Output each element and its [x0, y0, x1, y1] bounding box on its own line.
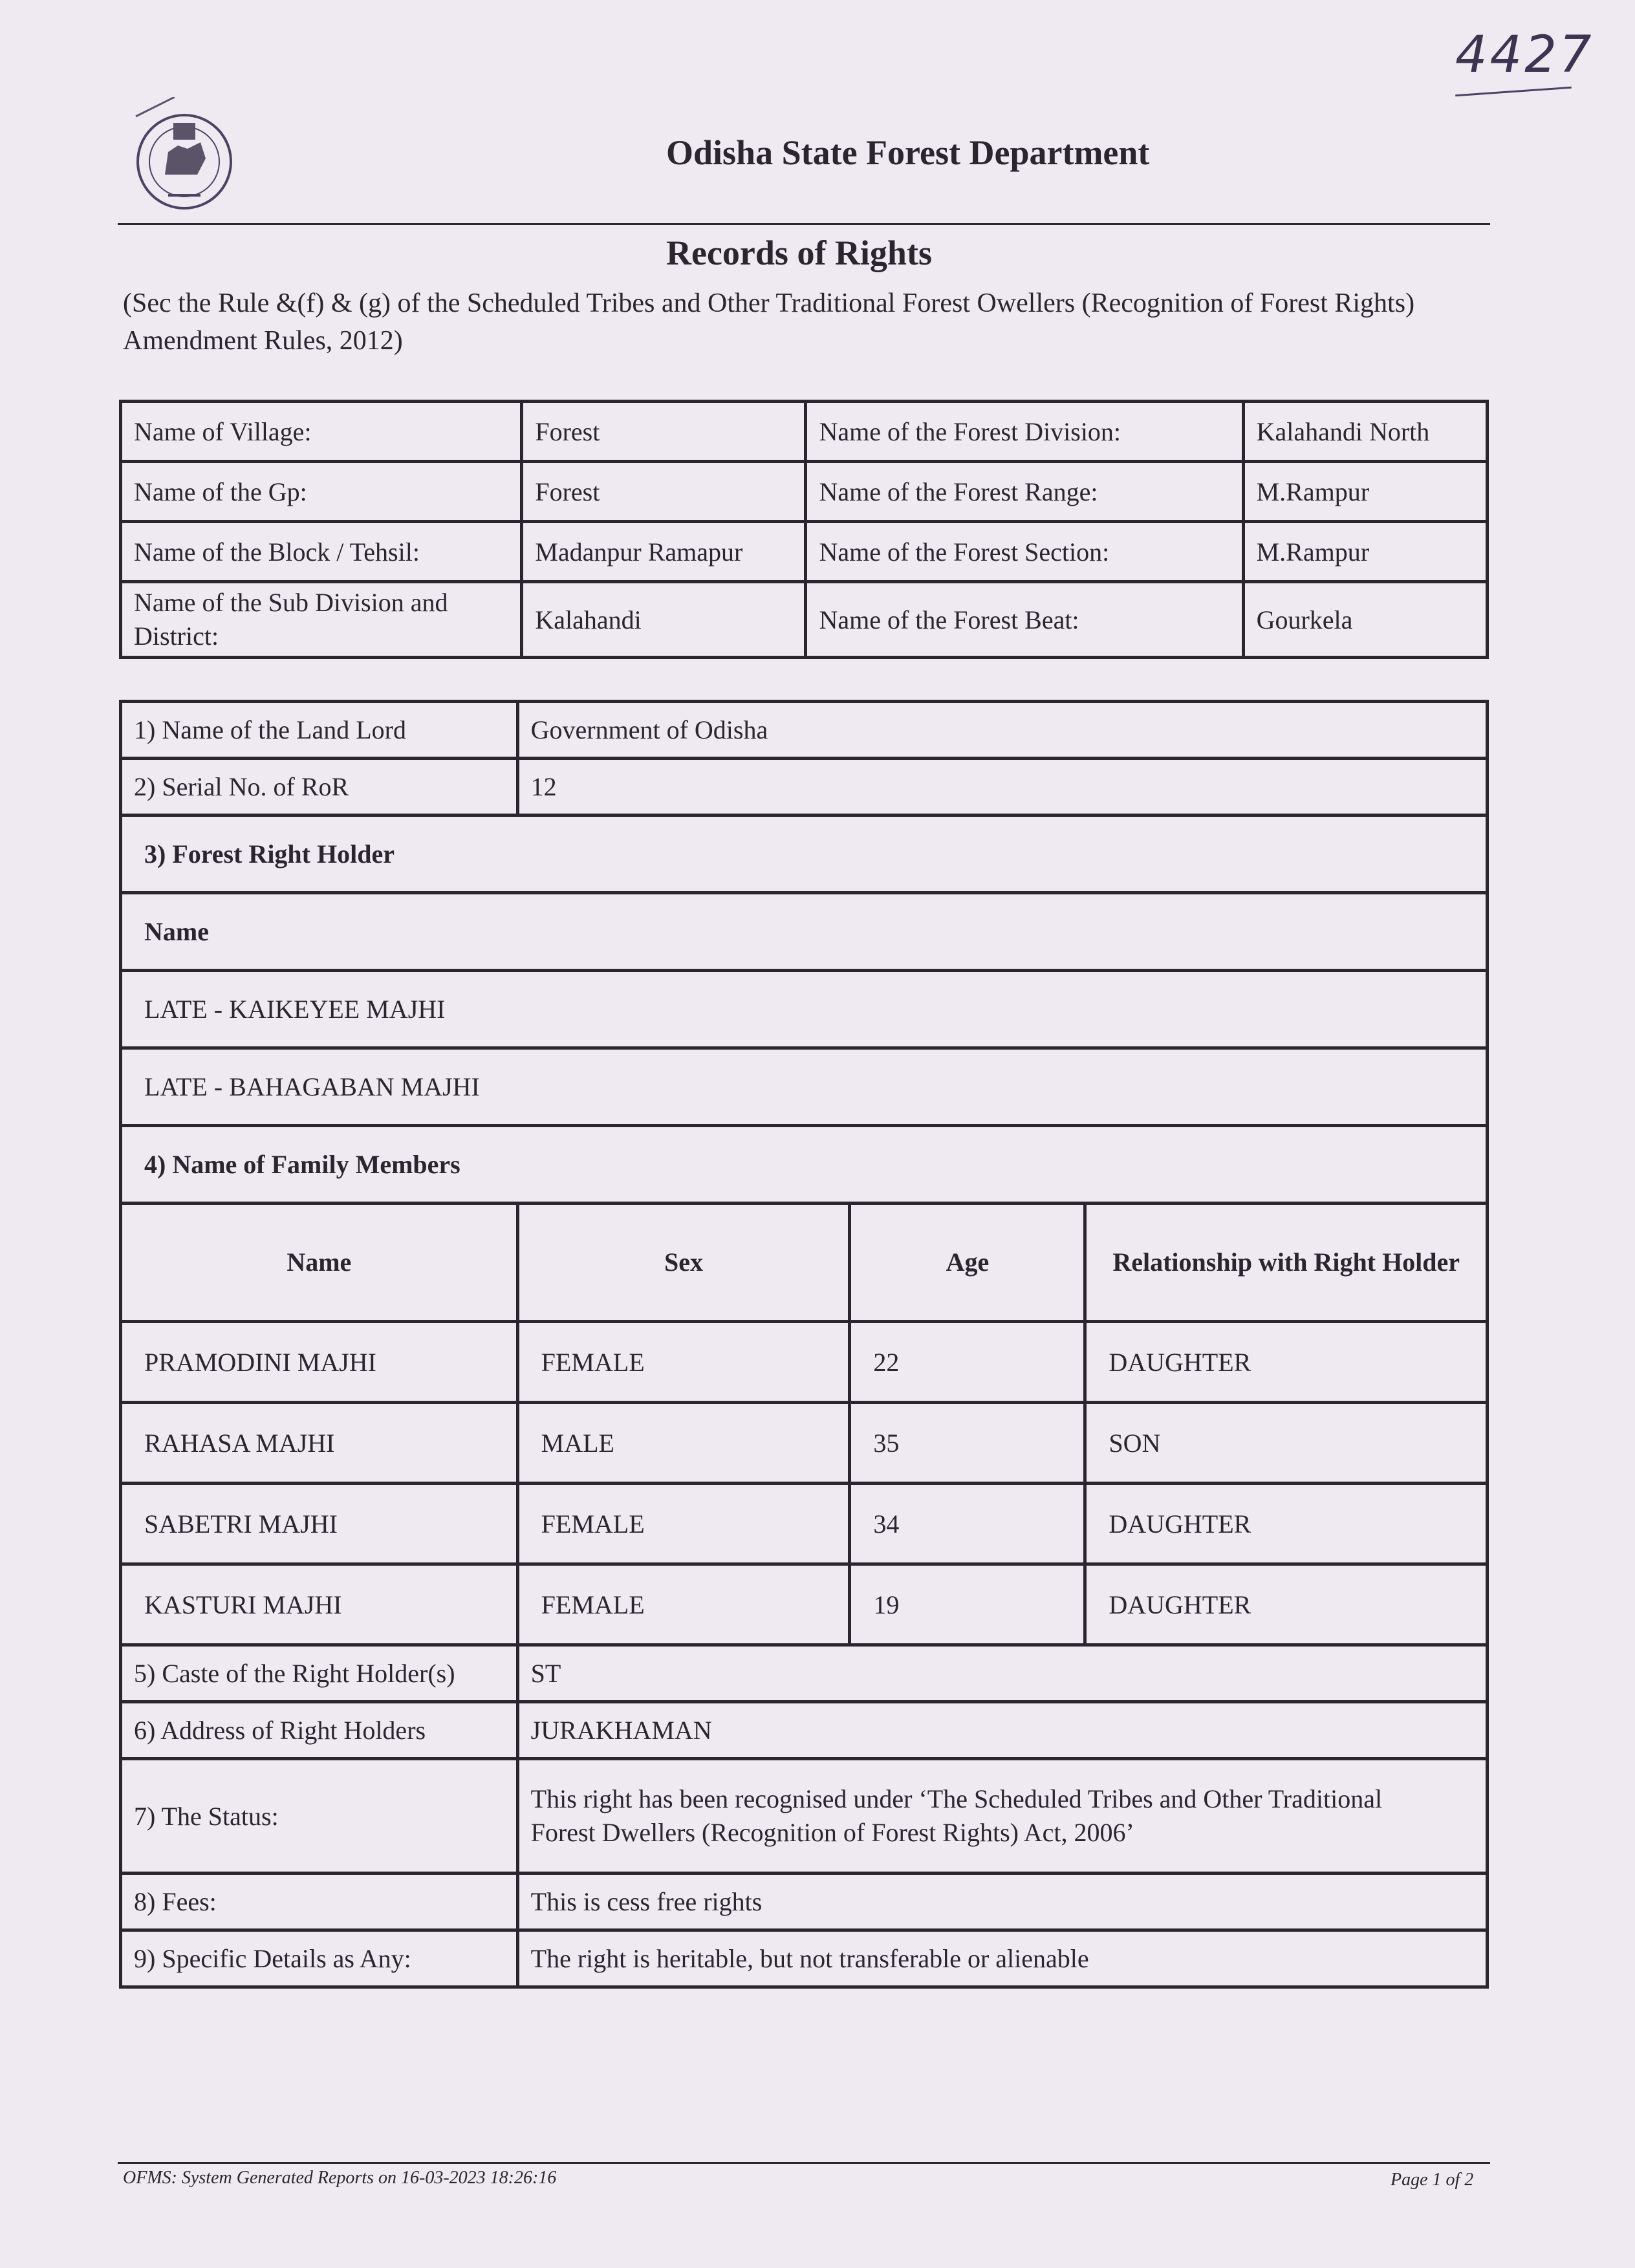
table-row	[121, 1322, 1488, 1403]
holder-name: LATE - KAIKEYEE MAJHI	[121, 971, 1488, 1048]
division-label: Name of the Forest Division:	[806, 402, 1243, 462]
document-subtitle: (Sec the Rule &(f) & (g) of the Scheduled Tribes and Other Traditional Forest Owellers (Recognition of Forest Rights) Amendment Rules, 2012)	[123, 288, 1415, 356]
family-age: 19	[850, 1564, 1085, 1645]
section-label: Name of the Forest Section:	[806, 522, 1243, 582]
serial-value: 12	[517, 759, 1487, 815]
handwritten-underline	[1455, 87, 1572, 97]
family-sex: FEMALE	[517, 1564, 850, 1645]
status-line: Forest Dwellers (Recognition of Forest Rights) Act, 2006’	[530, 1818, 1134, 1847]
serial-label: 2) Serial No. of RoR	[121, 759, 518, 815]
details-label: 9) Specific Details as Any:	[121, 1930, 518, 1987]
handwritten-number: 4427	[1455, 26, 1594, 84]
family-relation: DAUGHTER	[1085, 1484, 1488, 1564]
village-label: Name of Village:	[121, 402, 522, 462]
family-name: SABETRI MAJHI	[121, 1484, 518, 1564]
table-row	[121, 1564, 1488, 1645]
beat-value: Gourkela	[1243, 582, 1487, 658]
family-sex: MALE	[517, 1403, 850, 1484]
family-age: 22	[850, 1322, 1085, 1403]
family-relation: DAUGHTER	[1085, 1564, 1488, 1645]
status-value	[517, 1759, 1487, 1874]
odisha-emblem-icon	[129, 97, 239, 220]
subdivision-label: Name of the Sub Division and District:	[121, 582, 522, 658]
table-row	[121, 1484, 1488, 1564]
family-col-name: Name	[121, 1204, 518, 1322]
document-title: Records of Rights	[666, 233, 932, 272]
address-label: 6) Address of Right Holders	[121, 1702, 518, 1759]
family-name: KASTURI MAJHI	[121, 1564, 518, 1645]
family-heading: 4) Name of Family Members	[121, 1126, 1488, 1204]
caste-label: 5) Caste of the Right Holder(s)	[121, 1645, 518, 1702]
family-name: RAHASA MAJHI	[121, 1403, 518, 1484]
gp-label: Name of the Gp:	[121, 462, 522, 522]
range-label: Name of the Forest Range:	[806, 462, 1243, 522]
generated-timestamp: OFMS: System Generated Reports on 16-03-2023 18:26:16	[123, 2168, 557, 2188]
family-sex: FEMALE	[517, 1322, 850, 1403]
village-value: Forest	[522, 402, 806, 462]
status-line: This right has been recognised under ‘The Scheduled Tribes and Other Traditional	[530, 1784, 1383, 1813]
footer-rule	[118, 2162, 1490, 2164]
caste-value: ST	[517, 1645, 1487, 1702]
gp-value: Forest	[522, 462, 806, 522]
holder-name-heading: Name	[121, 893, 1488, 971]
block-label: Name of the Block / Tehsil:	[121, 522, 522, 582]
land-lord-value: Government of Odisha	[517, 702, 1487, 759]
family-name: PRAMODINI MAJHI	[121, 1322, 518, 1403]
holder-heading: 3) Forest Right Holder	[121, 815, 1488, 893]
beat-label: Name of the Forest Beat:	[806, 582, 1243, 658]
header-rule	[118, 223, 1490, 225]
page-number: Page 1 of 2	[1391, 2170, 1474, 2190]
rights-table	[119, 700, 1489, 1989]
fees-label: 8) Fees:	[121, 1874, 518, 1930]
family-col-sex: Sex	[517, 1204, 850, 1322]
subdivision-value: Kalahandi	[522, 582, 806, 658]
range-value: M.Rampur	[1243, 462, 1487, 522]
holder-name: LATE - BAHAGABAN MAJHI	[121, 1048, 1488, 1126]
location-table	[119, 400, 1489, 659]
family-col-relationship: Relationship with Right Holder	[1085, 1204, 1488, 1322]
status-label: 7) The Status:	[121, 1759, 518, 1874]
family-age: 35	[850, 1403, 1085, 1484]
family-col-age: Age	[850, 1204, 1085, 1322]
department-title: Odisha State Forest Department	[666, 133, 1150, 172]
family-sex: FEMALE	[517, 1484, 850, 1564]
family-relation: SON	[1085, 1403, 1488, 1484]
block-value: Madanpur Ramapur	[522, 522, 806, 582]
fees-value: This is cess free rights	[517, 1874, 1487, 1930]
family-relation: DAUGHTER	[1085, 1322, 1488, 1403]
address-value: JURAKHAMAN	[517, 1702, 1487, 1759]
table-row	[121, 1403, 1488, 1484]
land-lord-label: 1) Name of the Land Lord	[121, 702, 518, 759]
section-value: M.Rampur	[1243, 522, 1487, 582]
division-value: Kalahandi North	[1243, 402, 1487, 462]
family-age: 34	[850, 1484, 1085, 1564]
details-value: The right is heritable, but not transferable or alienable	[517, 1930, 1487, 1987]
